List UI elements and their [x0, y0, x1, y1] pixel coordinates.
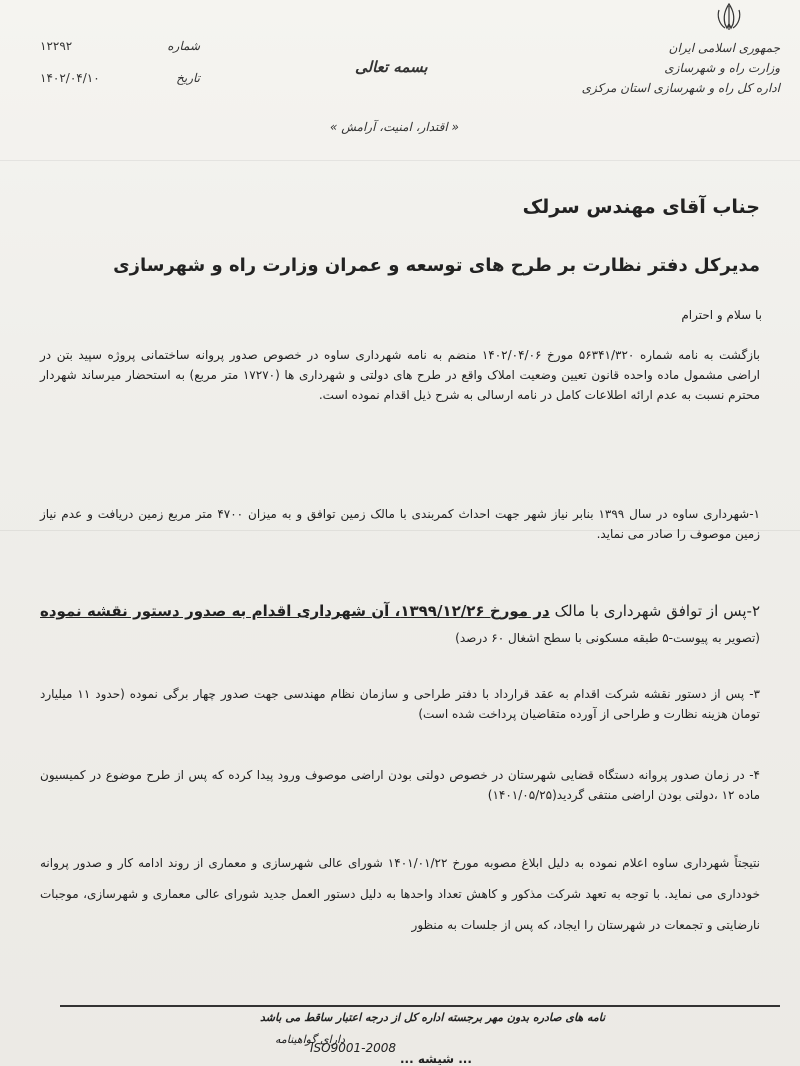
ministry-line: جمهوری اسلامی ایران: [668, 41, 780, 55]
cutoff-text: ... شیشه ...: [400, 1052, 472, 1066]
item-4: ۴- در زمان صدور پروانه دستگاه قضایی شهرستان در خصوص دولتی بودن اراضی موصوف ورود پیدا کرده که پس از طرح موضوع در کمیسیون ماده ۱۲ ،دولتی بودن اراضی منتفی گردید(۱۴۰۱/۰۵/۲۵): [40, 768, 760, 802]
footer-notice: نامه های صادره بدون مهر برجسته اداره کل از درجه اعتبار ساقط می باشد: [260, 1011, 606, 1024]
ministry-line: وزارت راه و شهرسازی: [664, 61, 780, 75]
iran-emblem-icon: [713, 2, 745, 32]
footer: [60, 1005, 780, 1055]
footer-certificate-label: دارای گواهینامه: [275, 1033, 345, 1046]
letter-heading: بسمه تعالی: [355, 58, 428, 76]
item-1: ۱-شهرداری ساوه در سال ۱۳۹۹ بنابر نیاز شهر جهت احداث کمربندی با مالک زمین توافق و به میزان ۴۷۰۰ متر مربع زمین دریافت و عدم نیاز زمین موصوف را صادر می نماید.: [40, 507, 760, 541]
paper-crease: [0, 160, 800, 161]
addressee-position: مدیرکل دفتر نظارت بر طرح های توسعه و عمران وزارت راه و شهرسازی: [113, 255, 760, 276]
item-2-highlight: در مورخ ۱۳۹۹/۱۲/۲۶، آن شهرداری اقدام به صدور دستور نقشه نموده: [40, 602, 550, 620]
item-3: ۳- پس از دستور نقشه شرکت اقدام به عقد قرارداد با دفتر طراحی و سازمان نظام مهندسی جهت صدور چهار برگی نموده (حدود ۱۱ میلیارد تومان هزینه نظارت و طراحی از آورده متقاضیان پرداخت شده است): [40, 687, 760, 721]
intro-paragraph: بازگشت به نامه شماره ۵۶۳۴۱/۳۲۰ مورخ ۱۴۰۲/۰۴/۰۶ منضم به نامه شهرداری ساوه در خصوص صدور پروانه ساختمانی پروژه سپید بتن در اراضی مشمول ماده واحده قانون تعیین وضعیت املاک واقع در طرح های دولتی و شهرداری ها (۱۷۲۷۰ متر مربع) به استحضار میرساند شهردار محترم نسبت به عدم ارائه اطلاعات کامل در نامه ارسالی به شرح ذیل اقدام نموده است.: [40, 348, 761, 402]
item-2: [40, 598, 760, 651]
letter-number: ۱۲۲۹۲: [40, 39, 73, 53]
item-2-note: (تصویر به پیوست-۵ طبقه مسکونی با سطح اشغال ۶۰ درصد): [455, 631, 760, 645]
letter-meta: [40, 30, 200, 94]
date-label: تاریخ: [176, 71, 200, 85]
conclusion-paragraph: نتیجتاً شهرداری ساوه اعلام نموده به دلیل ابلاغ مصوبه مورخ ۱۴۰۱/۰۱/۲۲ شورای عالی شهرسازی و معماری از روند ادامه کار و صدور پروانه خودداری می نماید. با توجه به تعهد شرکت مذکور و کاهش تعداد واحدها به دلیل دستور العمل جدید شورای عالی معماری و شهرسازی، موجبات نارضایتی و تجمعات در شهرستان را ایجاد، که پس از جلسات به منظور: [40, 856, 760, 932]
iso-certificate: ISO9001-2008: [310, 1041, 397, 1055]
ministry-line: اداره کل راه و شهرسازی استان مرکزی: [581, 81, 780, 95]
ministry-block: [582, 38, 780, 98]
item-2-start: ۲-پس از توافق شهرداری با مالک: [554, 602, 761, 620]
number-label: شماره: [167, 39, 200, 53]
addressee: جناب آقای مهندس سرلک: [522, 196, 760, 218]
greeting: با سلام و احترام: [681, 308, 762, 322]
letter-date: ۱۴۰۲/۰۴/۱۰: [40, 71, 100, 85]
motto: « اقتدار، امنیت، آرامش »: [330, 120, 459, 134]
